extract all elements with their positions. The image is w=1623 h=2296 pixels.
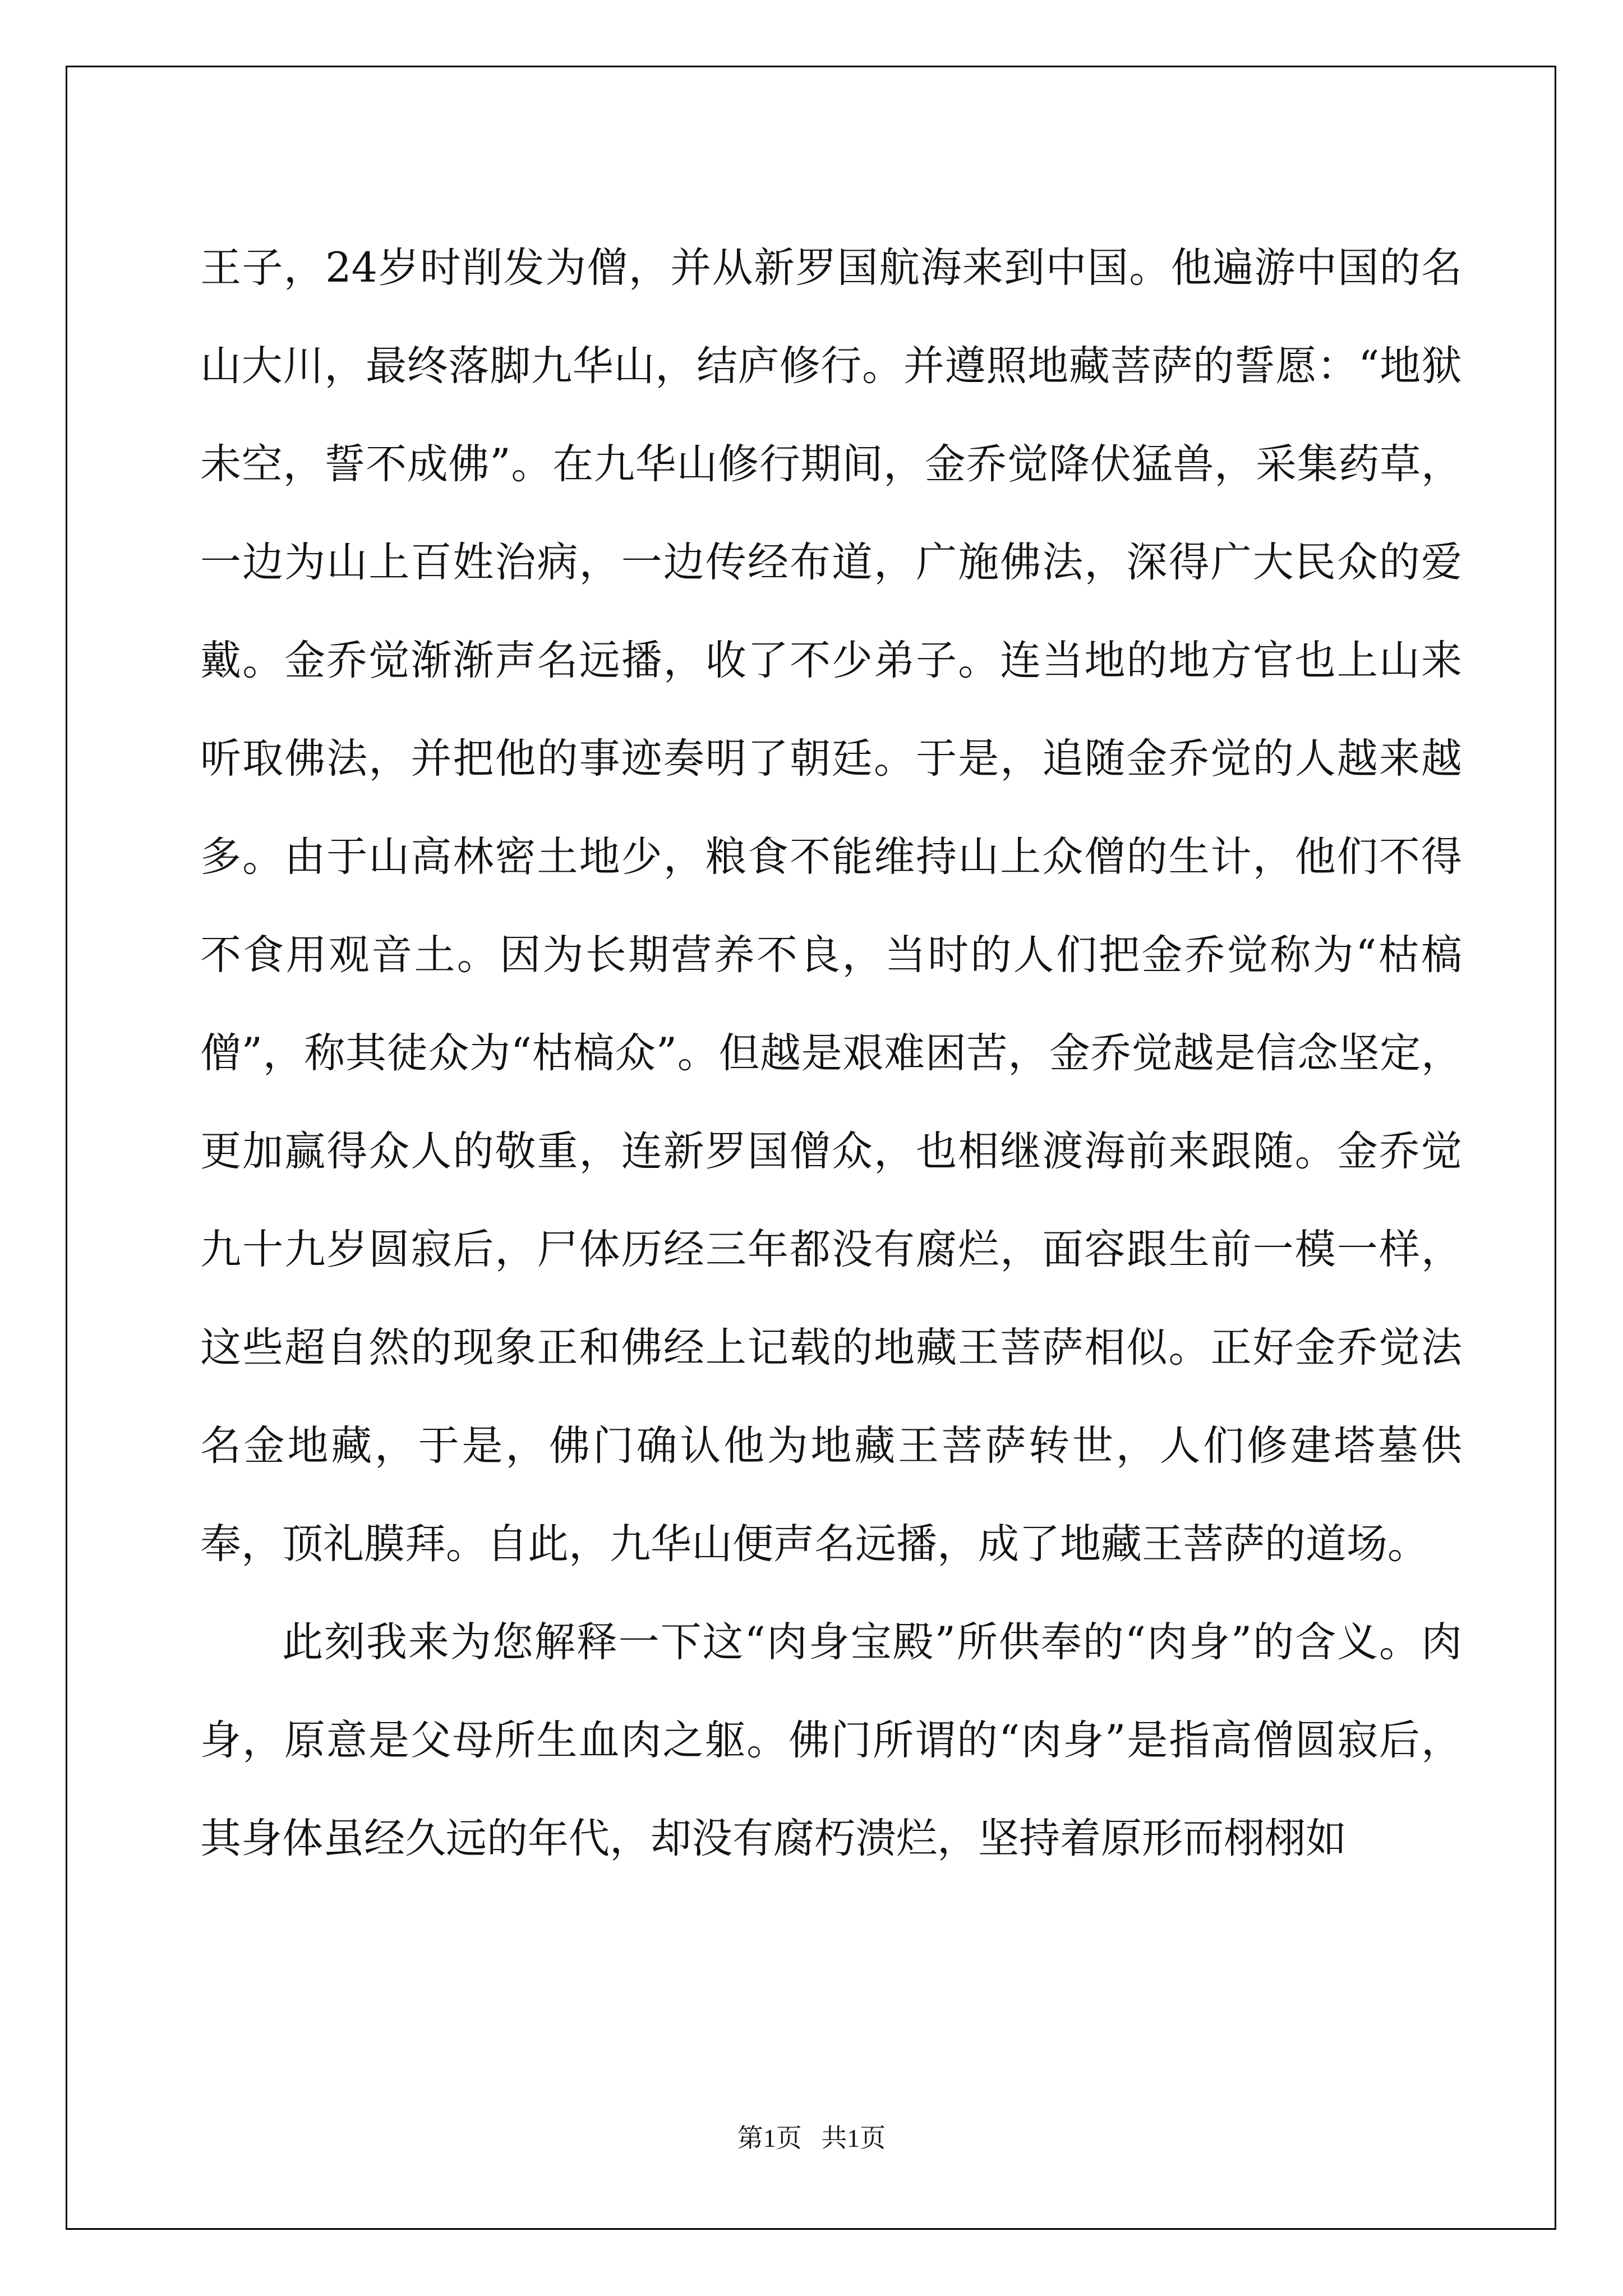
page-number-footer: 第1页 共1页 bbox=[737, 2124, 886, 2152]
paragraph-continued: 王子，24岁时削发为僧，并从新罗国航海来到中国。他遍游中国的名山大川，最终落脚九华山，结庐修行。并遵照地藏菩萨的誓愿：“地狱未空，誓不成佛”。在九华山修行期间，金乔觉降伏猛兽，采集药草，一边为山上百姓治病，一边传经布道，广施佛法，深得广大民众的爱戴。金乔觉渐渐声名远播，收了不少弟子。连当地的地方官也上山来听取佛法，并把他的事迹奏明了朝廷。于是，追随金乔觉的人越来越多。由于山高林密土地少，粮食不能维持山上众僧的生计，他们不得不食用观音土。因为长期营养不良，当时的人们把金乔觉称为“枯槁僧”，称其徒众为“枯槁众”。但越是艰难困苦，金乔觉越是信念坚定，更加赢得众人的敬重，连新罗国僧众，也相继渡海前来跟随。金乔觉九十九岁圆寂后，尸体历经三年都没有腐烂，面容跟生前一模一样，这些超自然的现象正和佛经上记载的地藏王菩萨相似。正好金乔觉法名金地藏，于是，佛门确认他为地藏王菩萨转世，人们修建塔墓供奉，顶礼膜拜。自此，九华山便声名远播，成了地藏王菩萨的道场。 bbox=[200, 244, 1462, 1568]
document-body bbox=[200, 219, 1462, 1888]
paragraph-rou-shen: 此刻我来为您解释一下这“肉身宝殿”所供奉的“肉身”的含义。肉身，原意是父母所生血肉之躯。佛门所谓的“肉身”是指高僧圆寂后，其身体虽经久远的年代，却没有腐朽溃烂，坚持着原形而栩栩如 bbox=[200, 1618, 1462, 1862]
